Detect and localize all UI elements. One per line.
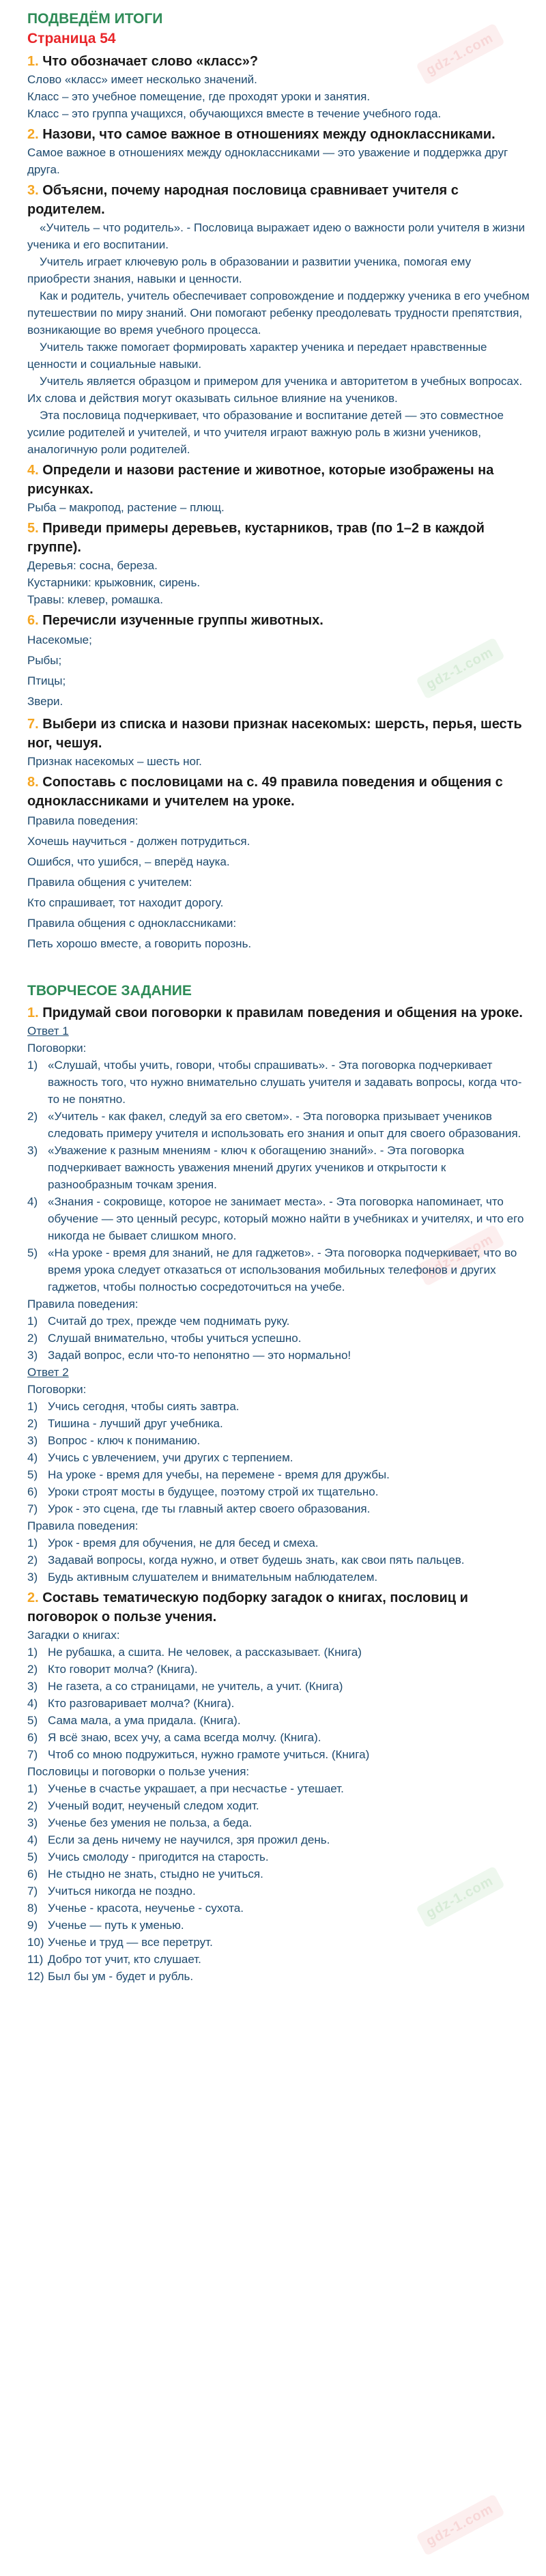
answer-text: Хочешь научиться - должен потрудиться. bbox=[27, 835, 250, 848]
answer-paragraph: «Учитель – что родитель». - Пословица выражает идею о важности роли учителя в жизни ученика и его воспитании. bbox=[27, 221, 526, 251]
list-item: 5) Учись смолоду - пригодится на старость. bbox=[27, 1850, 269, 1863]
list-label: Правила поведения: bbox=[27, 1519, 139, 1532]
list-item: 3) «Уважение к разным мнениям - ключ к обогащению знаний». - Эта поговорка подчеркивает важность уважения мнений других учеников и открытости к разнообразным точкам зрения. bbox=[27, 1144, 465, 1191]
question-5 bbox=[27, 519, 532, 557]
list-item: 4) Кто разговаривает молча? (Книга). bbox=[27, 1697, 235, 1710]
list-item: 4) Учись с увлечением, учи других с терпением. bbox=[27, 1451, 293, 1464]
answer-label: Ответ 2 bbox=[27, 1366, 69, 1379]
answer-text: Ошибся, что ушибся, – вперёд наука. bbox=[27, 855, 230, 868]
question-text: Приведи примеры деревьев, кустарников, трав (по 1–2 в каждой группе). bbox=[27, 521, 485, 555]
question-6 bbox=[27, 611, 532, 630]
list-item: 6) Уроки строят мосты в будущее, поэтому строй их тщательно. bbox=[27, 1485, 379, 1498]
answer-text: Деревья: сосна, береза. bbox=[27, 559, 158, 572]
list-item: 2) Ученый водит, неученый следом ходит. bbox=[27, 1799, 259, 1812]
watermark: gdz-1.com bbox=[397, 618, 525, 720]
question-4 bbox=[27, 461, 532, 499]
question-text: Что обозначает слово «класс»? bbox=[42, 54, 259, 69]
answer-paragraph: Учитель является образцом и примером для ученика и авторитетом в учебных вопросах. Их слова и действия могут оказывать сильное влияние на учеников. bbox=[27, 375, 523, 405]
section-title: ПОДВЕДЁМ ИТОГИ bbox=[27, 11, 163, 27]
answer-paragraph: Учитель играет ключевую роль в образовании и развитии ученика, помогая ему приобрести знания, навыки и ценности. bbox=[27, 255, 472, 285]
question-number: 1. bbox=[27, 54, 39, 69]
list-item: 2) Тишина - лучший друг учебника. bbox=[27, 1417, 223, 1430]
question-text: Составь тематическую подборку загадок о книгах, пословиц и поговорок о пользе учения. bbox=[27, 1590, 468, 1625]
section-title: ТВОРЧЕСОЕ ЗАДАНИЕ bbox=[27, 983, 192, 999]
question-number: 1. bbox=[27, 1005, 39, 1020]
question-2 bbox=[27, 125, 532, 144]
list-item: 2) Кто говорит молча? (Книга). bbox=[27, 1663, 198, 1676]
answer-text: Класс – это группа учащихся, обучающихся вместе в течение учебного года. bbox=[27, 107, 442, 120]
answer-paragraph: Эта пословица подчеркивает, что образование и воспитание детей — это совместное усилие родителей и учителей, и что учителя играют важную роль в жизни учеников, аналогичную роли родителей. bbox=[27, 409, 504, 456]
creative-question-1 bbox=[27, 1003, 532, 1022]
question-3 bbox=[27, 181, 532, 219]
answer-label: Ответ 1 bbox=[27, 1025, 69, 1037]
list-label: Поговорки: bbox=[27, 1383, 87, 1396]
question-text: Выбери из списка и назови признак насекомых: шерсть, перья, шесть ног, чешуя. bbox=[27, 717, 522, 751]
answer-text: Слово «класс» имеет несколько значений. bbox=[27, 73, 257, 86]
answer-text: Признак насекомых – шесть ног. bbox=[27, 755, 202, 768]
list-item: 6) Не стыдно не знать, стыдно не учиться. bbox=[27, 1867, 263, 1880]
question-number: 7. bbox=[27, 717, 39, 732]
question-7 bbox=[27, 715, 532, 753]
watermark: gdz-1.com bbox=[397, 1846, 525, 1949]
creative-question-2 bbox=[27, 1588, 532, 1627]
list-item: 3) Вопрос - ключ к пониманию. bbox=[27, 1434, 201, 1447]
watermark: gdz-1.com bbox=[397, 2474, 525, 2576]
question-number: 8. bbox=[27, 775, 39, 790]
list-item: 3) Ученье без умения не польза, а беда. bbox=[27, 1816, 253, 1829]
watermark: gdz-1.com bbox=[397, 3, 525, 106]
list-item: 3) Будь активным слушателем и внимательным наблюдателем. bbox=[27, 1571, 378, 1584]
question-number: 6. bbox=[27, 613, 39, 628]
list-label: Поговорки: bbox=[27, 1042, 87, 1055]
list-item: 2) Слушай внимательно, чтобы учиться успешно. bbox=[27, 1332, 302, 1345]
answer-text: Кустарники: крыжовник, сирень. bbox=[27, 576, 201, 589]
question-text: Определи и назови растение и животное, которые изображены на рисунках. bbox=[27, 463, 494, 497]
answer-text: Рыба – макропод, растение – плющ. bbox=[27, 501, 225, 514]
answer-text: Петь хорошо вместе, а говорить порознь. bbox=[27, 937, 252, 950]
question-text: Придумай свои поговорки к правилам поведения и общения на уроке. bbox=[42, 1005, 523, 1020]
list-item: 1) Не рубашка, а сшита. Не человек, а рассказывает. (Книга) bbox=[27, 1646, 362, 1659]
list-item: 4) Если за день ничему не научился, зря прожил день. bbox=[27, 1833, 330, 1846]
question-number: 5. bbox=[27, 521, 39, 536]
list-item: 2) «Учитель - как факел, следуй за его светом». - Эта поговорка призывает учеников следовать примеру учителя и использовать его знания и опыт для своего образования. bbox=[27, 1110, 521, 1140]
list-item: 6) Я всё знаю, всех учу, а сама всегда молчу. (Книга). bbox=[27, 1731, 321, 1744]
answer-paragraph: Учитель также помогает формировать характер ученика и передает нравственные ценности и социальные навыки. bbox=[27, 341, 487, 371]
list-item: 7) Чтоб со мною подружиться, нужно грамоте учиться. (Книга) bbox=[27, 1748, 370, 1761]
answer-text: Правила поведения: bbox=[27, 814, 139, 827]
list-item: 5) На уроке - время для учебы, на перемене - время для дружбы. bbox=[27, 1468, 390, 1481]
answer-text: Кто спрашивает, тот находит дорогу. bbox=[27, 896, 224, 909]
list-item: 1) Учись сегодня, чтобы сиять завтра. bbox=[27, 1400, 240, 1413]
answer-text: Звери. bbox=[27, 695, 63, 708]
list-item: 5) Сама мала, а ума придала. (Книга). bbox=[27, 1714, 241, 1727]
list-item: 9) Ученье — путь к уменью. bbox=[27, 1919, 184, 1932]
question-1 bbox=[27, 52, 532, 71]
answer-text: Птицы; bbox=[27, 674, 66, 687]
answer-text: Правила общения с учителем: bbox=[27, 876, 192, 889]
answer-text: Самое важное в отношениях между одноклассниками — это уважение и поддержка друг друга. bbox=[27, 146, 508, 176]
list-item: 3) Не газета, а со страницами, не учитель, а учит. (Книга) bbox=[27, 1680, 343, 1693]
list-item: 11) Добро тот учит, кто слушает. bbox=[27, 1953, 201, 1966]
list-item: 5) «На уроке - время для знаний, не для гаджетов». - Эта поговорка подчеркивает, что во время урока следует отказаться от использования мобильных телефонов и других гаджетов, чтобы полностью сосредоточиться на учебе. bbox=[27, 1246, 517, 1293]
list-item: 7) Урок - это сцена, где ты главный актер своего образования. bbox=[27, 1502, 371, 1515]
question-text: Сопоставь с пословицами на с. 49 правила поведения и общения с одноклассниками и учителем на уроке. bbox=[27, 775, 503, 809]
list-item: 1) Ученье в счастье украшает, а при несчастье - утешает. bbox=[27, 1782, 344, 1795]
question-text: Объясни, почему народная пословица сравнивает учителя с родителем. bbox=[27, 183, 459, 217]
list-item: 3) Задай вопрос, если что-то непонятно — это нормально! bbox=[27, 1349, 351, 1362]
answer-paragraph: Как и родитель, учитель обеспечивает сопровождение и поддержку ученика в его учебном путешествии по миру знаний. Они помогают ребенку преодолевать трудности препятствия, возникающие во время учебного процесса. bbox=[27, 289, 530, 337]
question-number: 4. bbox=[27, 463, 39, 478]
list-label: Загадки о книгах: bbox=[27, 1629, 120, 1642]
answer-text: Рыбы; bbox=[27, 654, 62, 667]
answer-text: Класс – это учебное помещение, где проходят уроки и занятия. bbox=[27, 90, 371, 103]
list-label: Пословицы и поговорки о пользе учения: bbox=[27, 1765, 250, 1778]
page-number: Страница 54 bbox=[27, 31, 116, 46]
list-item: 8) Ученье - красота, неученье - сухота. bbox=[27, 1902, 244, 1915]
list-item: 1) «Слушай, чтобы учить, говори, чтобы спрашивать». - Эта поговорка подчеркивает важность того, что нужно внимательно слушать учителя и задавать вопросы, когда что-то не понятно. bbox=[27, 1059, 522, 1106]
question-number: 2. bbox=[27, 1590, 39, 1605]
watermark: gdz-1.com bbox=[397, 1205, 525, 1307]
list-item: 7) Учиться никогда не поздно. bbox=[27, 1885, 196, 1898]
list-item: 12) Был бы ум - будет и рубль. bbox=[27, 1970, 194, 1983]
question-text: Назови, что самое важное в отношениях между одноклассниками. bbox=[42, 127, 495, 142]
list-item: 4) «Знания - сокровище, которое не занимает места». - Эта поговорка напоминает, что обучение — это ценный ресурс, который можно найти в учебниках и учителях, и что его никогда не бывает слишком много. bbox=[27, 1195, 524, 1242]
list-item: 2) Задавай вопросы, когда нужно, и ответ будешь знать, как свои пять пальцев. bbox=[27, 1554, 465, 1566]
question-text: Перечисли изученные группы животных. bbox=[42, 613, 324, 628]
answer-text: Насекомые; bbox=[27, 633, 92, 646]
content bbox=[27, 10, 532, 1985]
question-number: 2. bbox=[27, 127, 39, 142]
answer-text: Правила общения с одноклассниками: bbox=[27, 917, 237, 930]
question-8 bbox=[27, 773, 532, 811]
list-label: Правила поведения: bbox=[27, 1298, 139, 1311]
question-number: 3. bbox=[27, 183, 39, 198]
list-item: 10) Ученье и труд — все перетрут. bbox=[27, 1936, 213, 1949]
list-item: 1) Считай до трех, прежде чем поднимать руку. bbox=[27, 1315, 290, 1328]
list-item: 1) Урок - время для обучения, не для бесед и смеха. bbox=[27, 1536, 319, 1549]
answer-text: Травы: клевер, ромашка. bbox=[27, 593, 163, 606]
